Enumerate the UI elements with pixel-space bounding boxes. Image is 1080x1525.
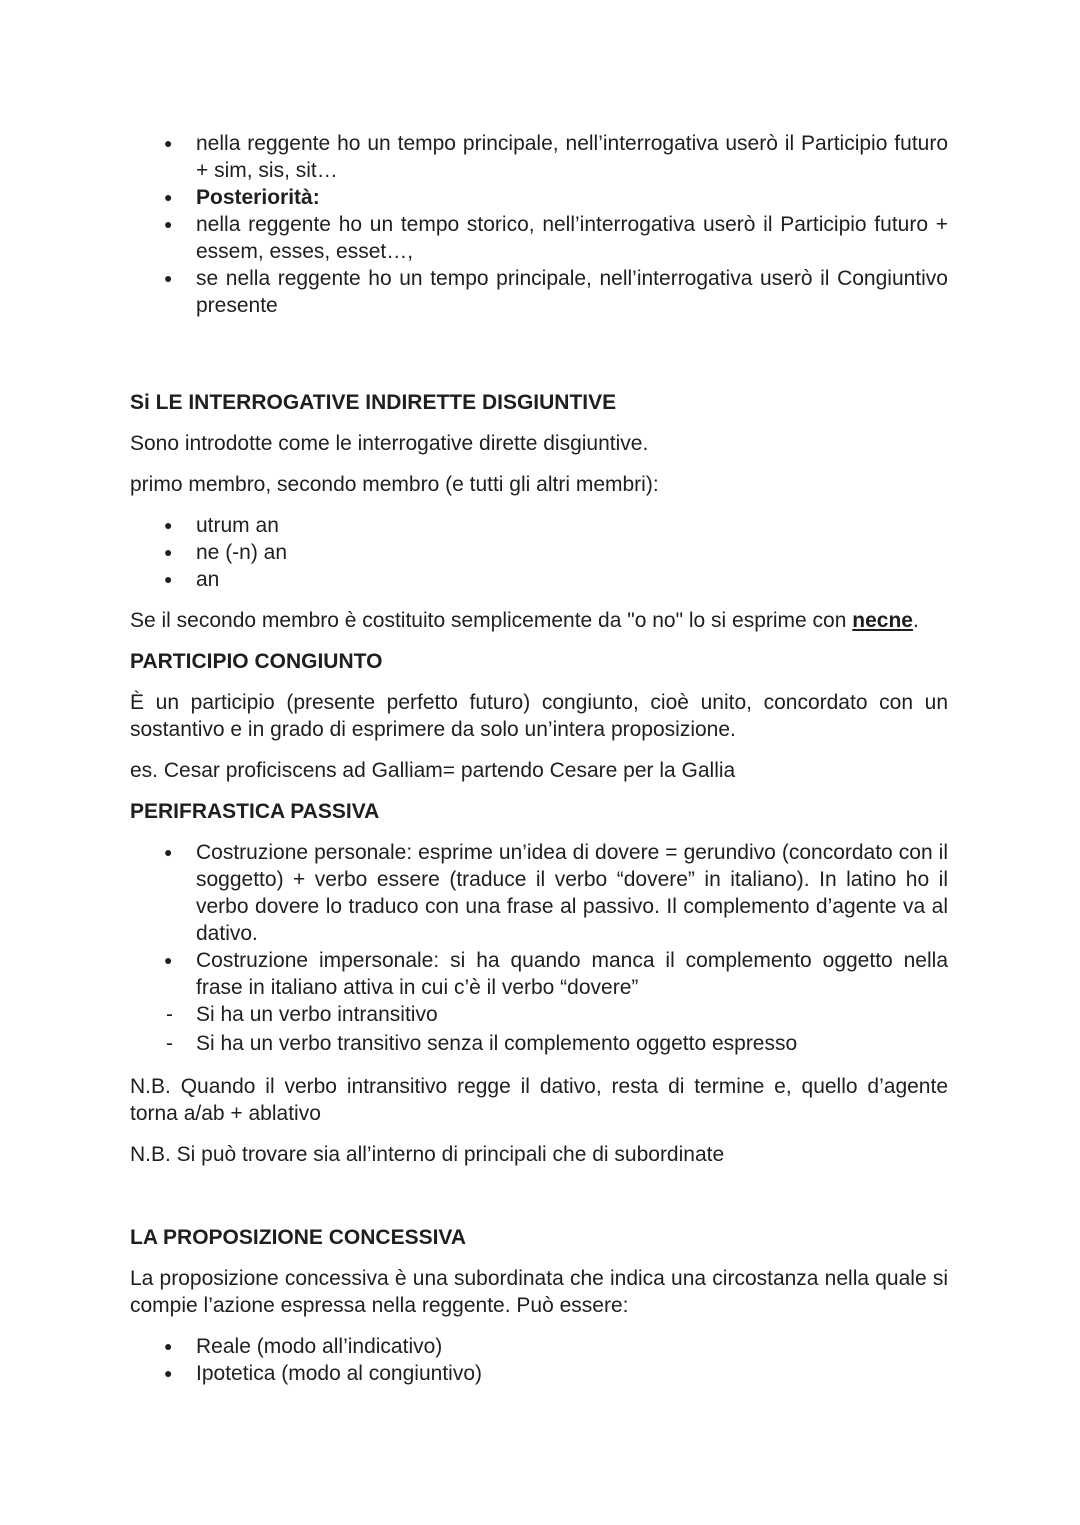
list-item: ● ne (-n) an [196, 539, 948, 566]
paragraph: È un participio (presente perfetto futuro) congiunto, cioè unito, concordato con un sostantivo e in grado di esprimere da solo un’intera proposizione. [130, 691, 948, 741]
paragraph: N.B. Quando il verbo intransitivo regge il dativo, resta di termine e, quello d’agente torna a/ab + ablativo [130, 1075, 948, 1125]
concessiva-list [130, 1333, 948, 1387]
section-heading-participio: PARTICIPIO CONGIUNTO [130, 650, 383, 673]
section-heading-disgiuntive: Si LE INTERROGATIVE INDIRETTE DISGIUNTIVE [130, 391, 617, 414]
tense-rules-list [130, 130, 948, 319]
list-item: ● nella reggente ho un tempo storico, nell’interrogativa userò il Participio futuro + essem, esses, esset…, [196, 211, 948, 265]
list-item: ● se nella reggente ho un tempo principale, nell’interrogativa userò il Congiuntivo presente [196, 265, 948, 319]
list-item: ● Reale (modo all’indicativo) [196, 1333, 948, 1360]
list-item: ● Ipotetica (modo al congiuntivo) [196, 1360, 948, 1387]
list-item: ● nella reggente ho un tempo principale, nell’interrogativa userò il Participio futuro + sim, sis, sit… [196, 130, 948, 184]
list-item: ● Posteriorità: [196, 184, 948, 211]
section-heading-concessiva: LA PROPOSIZIONE CONCESSIVA [130, 1226, 467, 1249]
list-item: ● utrum an [196, 512, 948, 539]
paragraph [130, 607, 948, 634]
document-page [130, 130, 948, 1387]
list-item: ● Costruzione impersonale: si ha quando manca il complemento oggetto nella frase in italiano attiva in cui c’è il verbo “dovere” [196, 947, 948, 1001]
section-heading-perifrastica: PERIFRASTICA PASSIVA [130, 800, 380, 823]
paragraph: es. Cesar proficiscens ad Galliam= partendo Cesare per la Gallia [130, 759, 736, 782]
paragraph: Sono introdotte come le interrogative dirette disgiuntive. [130, 432, 649, 455]
list-item: - Si ha un verbo intransitivo [196, 1001, 948, 1028]
keyword-necne: necne [852, 609, 913, 632]
list-item: - Si ha un verbo transitivo senza il complemento oggetto espresso [196, 1030, 948, 1057]
note-text: . [912, 609, 919, 632]
perifrastica-list [130, 839, 948, 1057]
list-item: ● an [196, 566, 948, 593]
list-item: ● Costruzione personale: esprime un’idea di dovere = gerundivo (concordato con il soggetto) + verbo essere (traduce il verbo “dovere” in italiano). In latino ho il verbo dovere lo traduco con una frase al passivo. Il complemento d’agente va al dativo. [196, 839, 948, 947]
note-text: Se il secondo membro è costituito semplicemente da "o no" lo si esprime con [130, 609, 853, 632]
members-list [130, 512, 948, 593]
paragraph: primo membro, secondo membro (e tutti gli altri membri): [130, 473, 659, 496]
paragraph: La proposizione concessiva è una subordinata che indica una circostanza nella quale si compie l’azione espressa nella reggente. Può essere: [130, 1267, 948, 1317]
paragraph: N.B. Si può trovare sia all’interno di principali che di subordinate [130, 1143, 725, 1166]
